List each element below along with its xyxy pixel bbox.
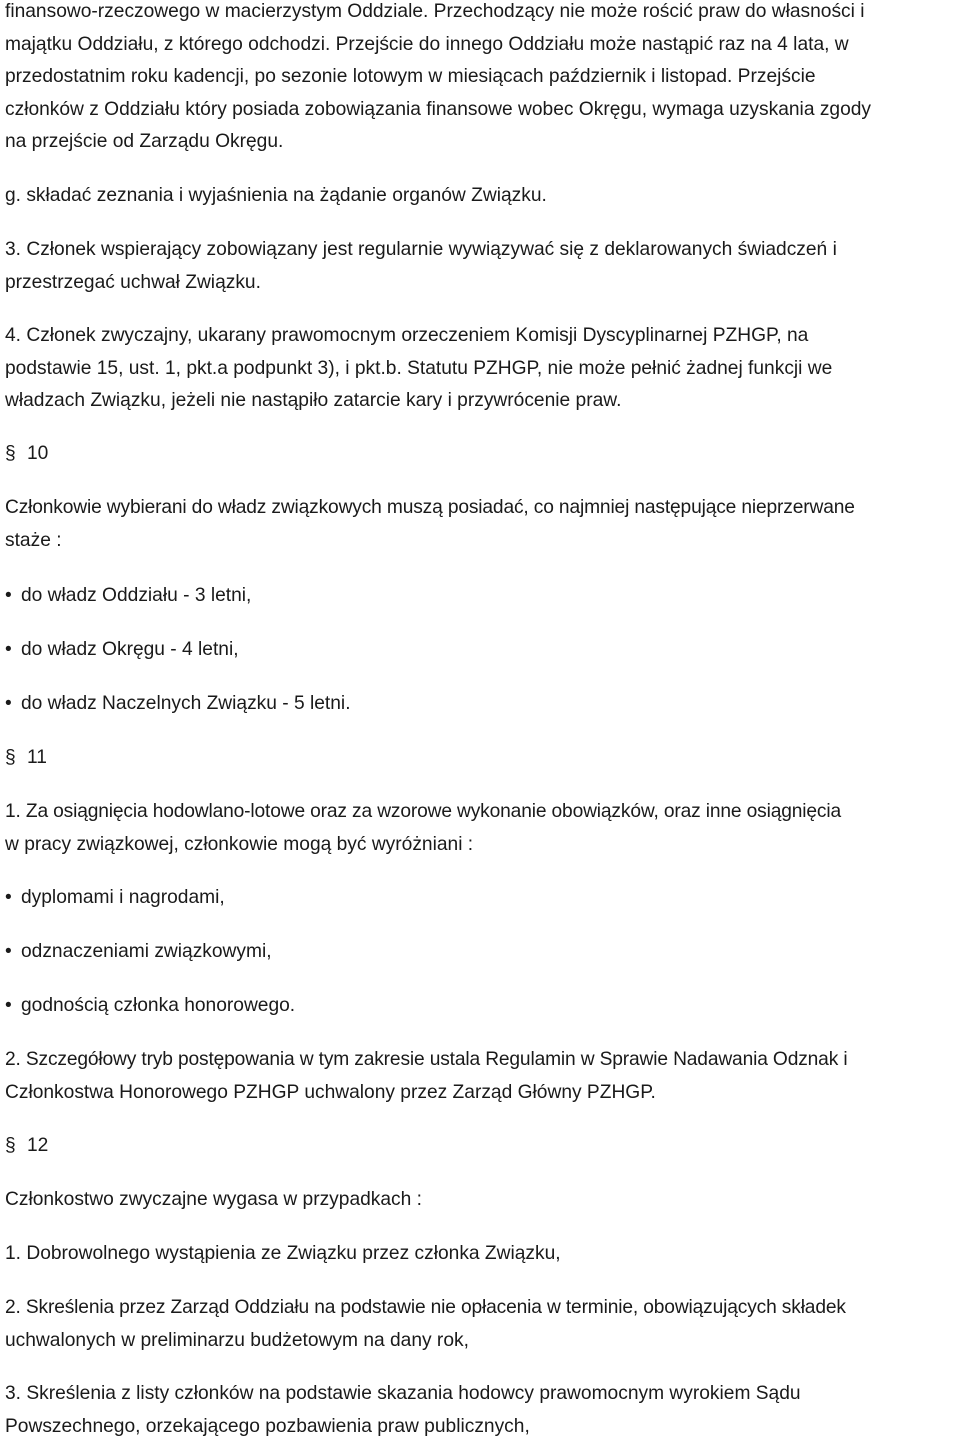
item-4-line: podstawie 15, ust. 1, pkt.a podpunkt 3), i pkt.b. Statutu PZHGP, nie może pełnić żadnej funkcji we xyxy=(5,353,955,386)
section-11-item-1-line: w pracy związkowej, członkowie mogą być wyróżniani : xyxy=(5,829,960,862)
item-3-line: 3. Członek wspierający zobowiązany jest regularnie wywiązywać się z deklarowanych świadczeń i xyxy=(5,234,955,267)
item-4-line: władzach Związku, jeżeli nie nastąpiło zatarcie kary i przywrócenie praw. xyxy=(5,385,955,418)
list-item xyxy=(5,634,239,667)
intro-line: majątku Oddziału, z którego odchodzi. Przejście do innego Oddziału może nastąpić raz na 4 lata, w xyxy=(5,29,955,62)
list-item xyxy=(5,936,272,969)
item-4-paragraph xyxy=(5,320,955,418)
bullet-icon: • xyxy=(5,936,21,969)
list-item-text: dyplomami i nagrodami, xyxy=(21,882,225,915)
list-item xyxy=(5,990,295,1023)
intro-line: na przejście od Zarządu Okręgu. xyxy=(5,126,955,159)
section-10-lead xyxy=(5,492,960,557)
section-12-item-1: 1. Dobrowolnego wystąpienia ze Związku przez członka Związku, xyxy=(5,1238,561,1271)
section-11-item-2-line: 2. Szczegółowy tryb postępowania w tym zakresie ustala Regulamin w Sprawie Nadawania Odznak i xyxy=(5,1044,960,1077)
section-12-heading xyxy=(5,1130,48,1163)
section-12-item-2 xyxy=(5,1292,960,1357)
section-12-item-2-line: uchwalonych w preliminarzu budżetowym na dany rok, xyxy=(5,1325,960,1358)
section-11-item-2-line: Członkostwa Honorowego PZHGP uchwalony przez Zarząd Główny PZHGP. xyxy=(5,1077,960,1110)
list-item-text: do władz Okręgu - 4 letni, xyxy=(21,634,239,667)
section-10-lead-line: staże : xyxy=(5,525,960,558)
bullet-icon: • xyxy=(5,882,21,915)
section-12-item-3-line: 3. Skreślenia z listy członków na podstawie skazania hodowcy prawomocnym wyrokiem Sądu xyxy=(5,1378,960,1411)
intro-paragraph xyxy=(5,0,955,159)
section-12-lead: Członkostwo zwyczajne wygasa w przypadkach : xyxy=(5,1184,422,1217)
bullet-icon: • xyxy=(5,688,21,721)
item-4-line: 4. Członek zwyczajny, ukarany prawomocnym orzeczeniem Komisji Dyscyplinarnej PZHGP, na xyxy=(5,320,955,353)
section-10-heading xyxy=(5,438,48,471)
list-item-text: do władz Oddziału - 3 letni, xyxy=(21,580,251,613)
list-item-text: godnością członka honorowego. xyxy=(21,990,295,1023)
section-number: 12 xyxy=(27,1135,48,1156)
intro-line: przedostatnim roku kadencji, po sezonie lotowym w miesiącach październik i listopad. Przejście xyxy=(5,61,955,94)
intro-line: członków z Oddziału który posiada zobowiązania finansowe wobec Okręgu, wymaga uzyskania zgody xyxy=(5,94,955,127)
item-3-paragraph xyxy=(5,234,955,299)
section-12-item-3-line: Powszechnego, orzekającego pozbawienia praw publicznych, xyxy=(5,1411,960,1443)
list-item-text: do władz Naczelnych Związku - 5 letni. xyxy=(21,688,351,721)
section-symbol: § xyxy=(5,1130,27,1163)
section-11-item-1-line: 1. Za osiągnięcia hodowlano-lotowe oraz za wzorowe wykonanie obowiązków, oraz inne osiągnięcia xyxy=(5,796,960,829)
item-3-line: przestrzegać uchwał Związku. xyxy=(5,267,955,300)
item-g: g. składać zeznania i wyjaśnienia na żądanie organów Związku. xyxy=(5,180,547,213)
section-number: 11 xyxy=(27,747,47,768)
bullet-icon: • xyxy=(5,990,21,1023)
section-11-item-2 xyxy=(5,1044,960,1109)
bullet-icon: • xyxy=(5,634,21,667)
section-12-item-3 xyxy=(5,1378,960,1443)
section-symbol: § xyxy=(5,438,27,471)
section-11-item-1 xyxy=(5,796,960,861)
section-number: 10 xyxy=(27,443,48,464)
list-item xyxy=(5,882,225,915)
intro-line: finansowo-rzeczowego w macierzystym Oddziale. Przechodzący nie może rościć praw do własności i xyxy=(5,0,955,29)
section-symbol: § xyxy=(5,742,27,775)
list-item xyxy=(5,688,351,721)
bullet-icon: • xyxy=(5,580,21,613)
section-11-heading xyxy=(5,742,47,775)
section-10-lead-line: Członkowie wybierani do władz związkowych muszą posiadać, co najmniej następujące nieprzerwane xyxy=(5,492,960,525)
section-12-item-2-line: 2. Skreślenia przez Zarząd Oddziału na podstawie nie opłacenia w terminie, obowiązujących składek xyxy=(5,1292,960,1325)
list-item xyxy=(5,580,251,613)
list-item-text: odznaczeniami związkowymi, xyxy=(21,936,272,969)
